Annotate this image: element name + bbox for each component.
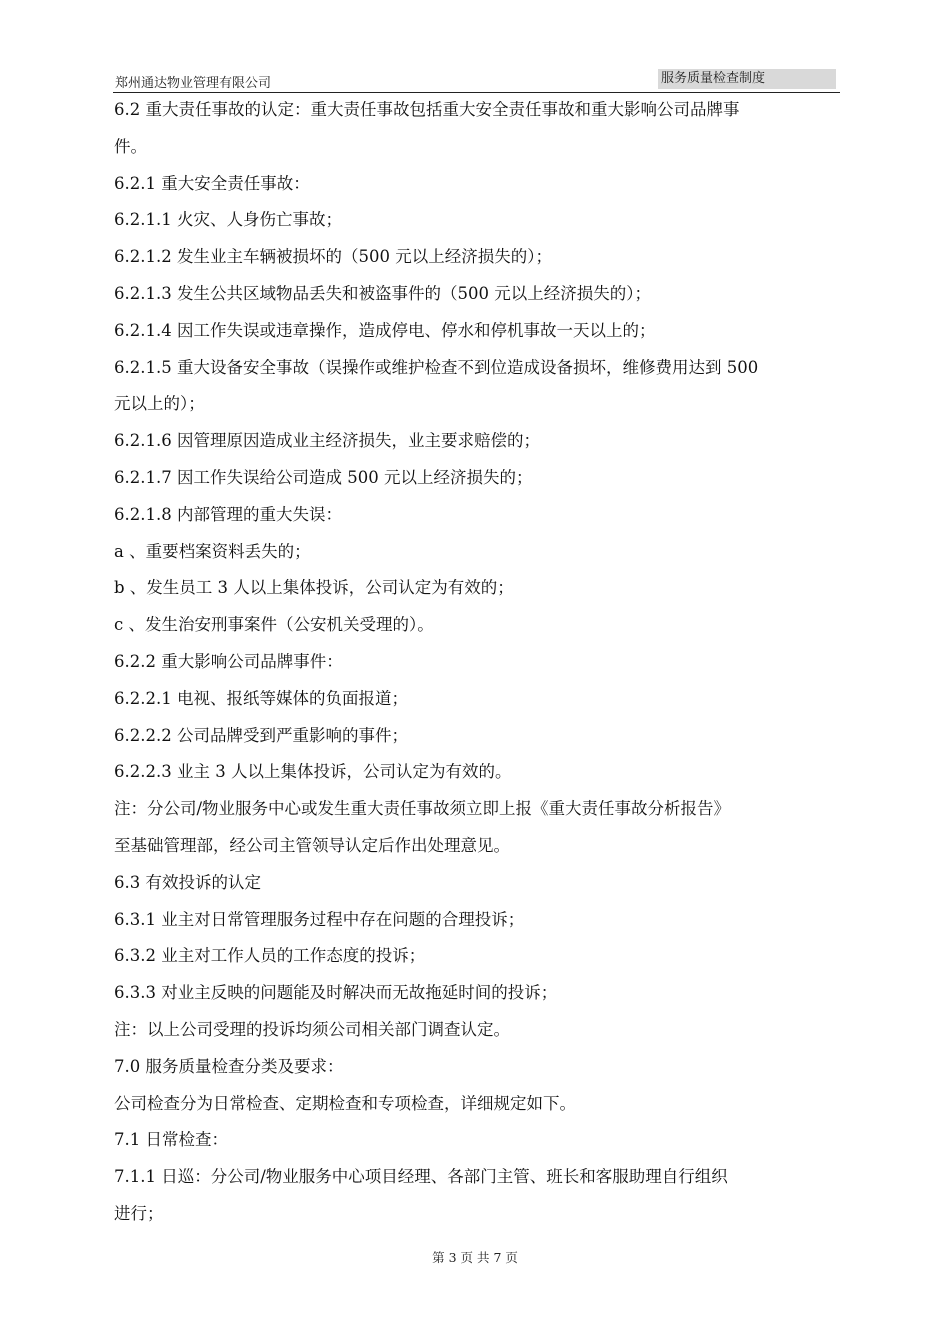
text-line: 至基础管理部，经公司主管领导认定后作出处理意见。 [114,835,510,855]
text-line: 6.2.1.3 发生公共区域物品丢失和被盗事件的（500 元以上经济损失的）； [114,283,651,303]
text-line: 6.2.2.2 公司品牌受到严重影响的事件； [114,725,408,745]
text-line: a 、重要档案资料丢失的； [114,541,311,561]
text-line: 6.2.1.6 因管理原因造成业主经济损失，业主要求赔偿的； [114,431,540,451]
text-line: 7.1 日常检查： [114,1130,228,1150]
page-header [113,66,840,93]
text-line: 6.3.3 对业主反映的问题能及时解决而无故拖延时间的投诉； [114,983,558,1003]
text-line: 6.2.1.1 火灾、人身伤亡事故； [114,210,342,230]
text-line: 6.2.1.8 内部管理的重大失误： [114,504,342,524]
text-line: 6.2 重大责任事故的认定：重大责任事故包括重大安全责任事故和重大影响公司品牌事 [114,100,740,119]
text-line: 注：分公司/物业服务中心或发生重大责任事故须立即上报《重大责任事故分析报告》 [114,799,731,819]
text-line: 6.2.1.2 发生业主车辆被损坏的（500 元以上经济损失的）； [114,247,552,267]
text-line: 7.0 服务质量检查分类及要求： [114,1056,344,1076]
document-title: 服务质量检查制度 [658,69,836,89]
text-line: 6.3.1 业主对日常管理服务过程中存在问题的合理投诉； [114,909,525,929]
page-number: 第 3 页 共 7 页 [432,1250,518,1265]
text-line: 6.3.2 业主对工作人员的工作态度的投诉； [114,946,426,966]
text-line: 6.2.1.4 因工作失误或违章操作，造成停电、停水和停机事故一天以上的； [114,320,656,340]
text-line: b 、发生员工 3 人以上集体投诉，公司认定为有效的； [114,578,514,598]
text-line: 进行； [114,1203,164,1223]
text-line: 6.2.1.5 重大设备安全事故（误操作或维护检查不到位造成设备损坏，维修费用达到 500 [114,357,759,377]
text-line: 6.3 有效投诉的认定 [114,872,261,892]
text-line: 注：以上公司受理的投诉均须公司相关部门调查认定。 [114,1019,510,1039]
text-line: 元以上的）； [114,394,205,414]
text-line: 6.2.1.7 因工作失误给公司造成 500 元以上经济损失的； [114,467,533,487]
text-line: c 、发生治安刑事案件（公安机关受理的）。 [114,615,434,635]
text-line: 6.2.2.1 电视、报纸等媒体的负面报道； [114,688,408,708]
document-body [114,92,842,1233]
company-name: 郑州通达物业管理有限公司 [115,76,272,91]
text-line: 6.2.1 重大安全责任事故： [114,173,310,193]
text-line: 6.2.2 重大影响公司品牌事件： [114,651,343,671]
text-line: 6.2.2.3 业主 3 人以上集体投诉，公司认定为有效的。 [114,762,512,782]
text-line: 件。 [114,136,147,156]
text-line: 7.1.1 日巡：分公司/物业服务中心项目经理、各部门主管、班长和客服助理自行组织 [114,1167,728,1187]
text-line: 公司检查分为日常检查、定期检查和专项检查，详细规定如下。 [114,1093,576,1113]
